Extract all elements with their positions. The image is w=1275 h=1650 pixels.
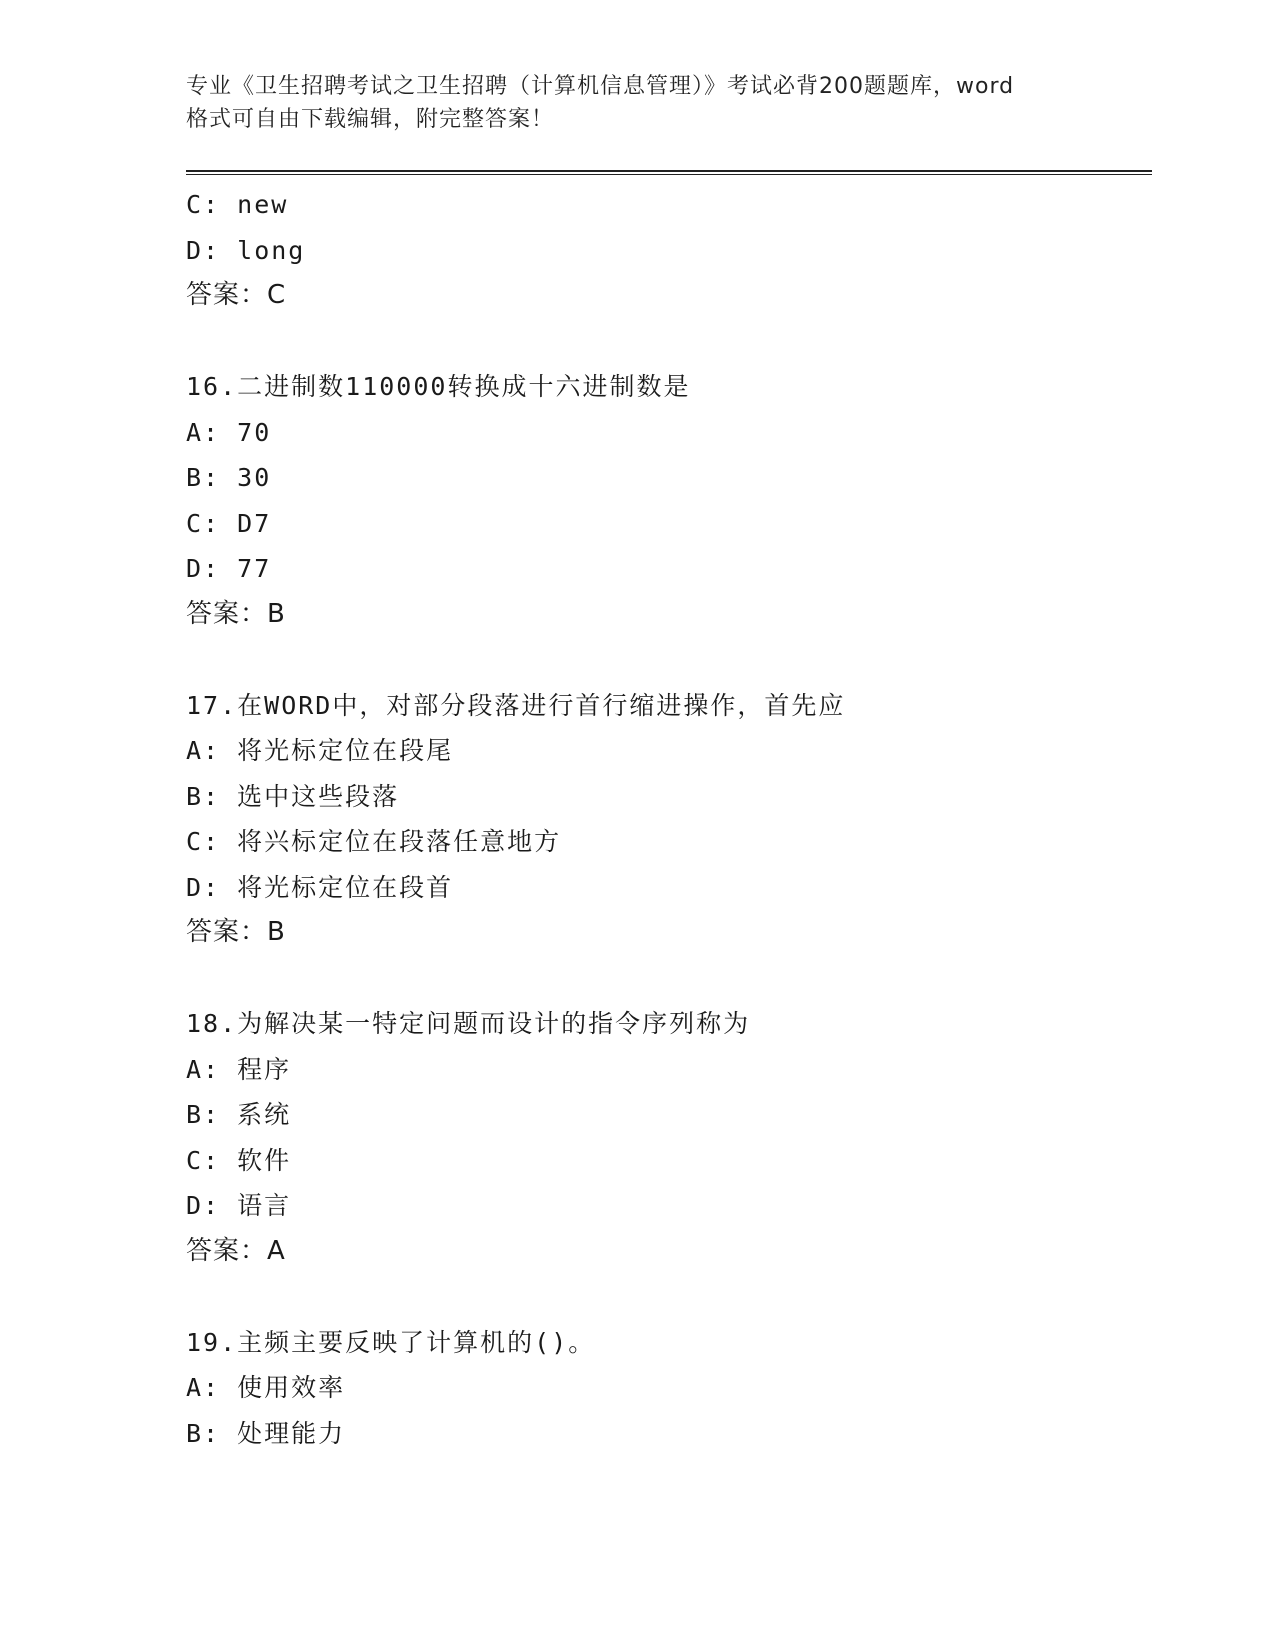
option-line: D: 将光标定位在段首 [186,872,454,902]
header-line-1: 专业《卫生招聘考试之卫生招聘（计算机信息管理）》考试必背200题题库，word [186,74,1015,99]
answer-line: 答案：C [186,280,287,310]
spacer [186,637,1152,683]
question-16 [186,364,1152,637]
option-line: C: new [186,190,289,219]
option-line: A: 使用效率 [186,1373,346,1402]
option-line: B: 系统 [186,1100,292,1129]
option-line: C: D7 [186,508,272,538]
question-text: 16.二进制数110000转换成十六进制数是 [186,372,691,401]
option-line: C: 将兴标定位在段落任意地方 [186,827,562,856]
document-page [186,70,1152,1456]
question-text: 19.主频主要反映了计算机的()。 [186,1327,596,1357]
document-content [186,182,1152,1456]
option-line: A: 程序 [186,1054,292,1084]
option-line: B: 处理能力 [186,1418,346,1448]
option-line: B: 选中这些段落 [186,781,400,811]
question-17 [186,683,1152,956]
document-header [186,70,1086,136]
question-18 [186,1001,1152,1274]
answer-line: 答案：B [186,598,286,629]
option-line: D: 语言 [186,1191,292,1220]
answer-line: 答案：A [186,1235,286,1266]
option-line: C: 软件 [186,1145,292,1175]
question-19 [186,1320,1152,1457]
spacer [186,956,1152,1002]
answer-line: 答案：B [186,917,286,947]
spacer [186,1274,1152,1320]
question-text: 17.在WORD中，对部分段落进行首行缩进操作，首先应 [186,690,846,720]
spacer [186,319,1152,365]
option-line: A: 70 [186,417,272,447]
header-divider [186,170,1152,175]
option-line: D: long [186,235,306,265]
header-line-2: 格式可自由下载编辑，附完整答案！ [186,107,555,132]
option-line: B: 30 [186,463,272,492]
option-line: A: 将光标定位在段尾 [186,736,454,765]
option-line: D: 77 [186,554,272,583]
question-text: 18.为解决某一特定问题而设计的指令序列称为 [186,1009,751,1038]
question-15-partial [186,182,1152,319]
